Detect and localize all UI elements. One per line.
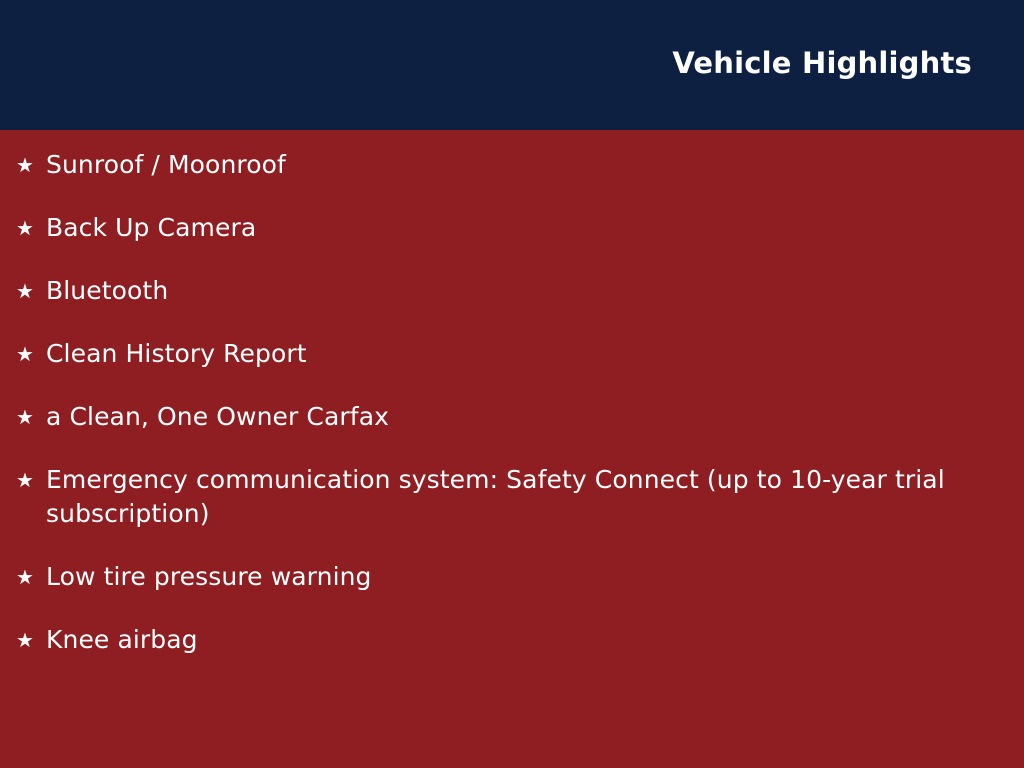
list-item [0, 148, 1024, 182]
star-icon: ★ [16, 468, 34, 492]
list-item [0, 211, 1024, 245]
star-icon: ★ [16, 342, 34, 366]
list-item-label: a Clean, One Owner Carfax [46, 402, 390, 431]
list-item-label: Sunroof / Moonroof [46, 150, 286, 179]
list-item-label: Bluetooth [46, 276, 169, 305]
bullet-content-area [0, 130, 1024, 768]
header-bar [0, 0, 1024, 130]
page-title: Vehicle Highlights [672, 46, 972, 80]
list-item [0, 337, 1024, 371]
star-icon: ★ [16, 279, 34, 303]
list-item-label: Back Up Camera [46, 213, 257, 242]
list-item-label: Clean History Report [46, 339, 307, 368]
list-item [0, 463, 1024, 531]
star-icon: ★ [16, 216, 34, 240]
list-item-label: Low tire pressure warning [46, 562, 372, 591]
star-icon: ★ [16, 565, 34, 589]
list-item [0, 623, 1024, 657]
list-item-label: Knee airbag [46, 625, 198, 654]
star-icon: ★ [16, 405, 34, 429]
list-item [0, 274, 1024, 308]
star-icon: ★ [16, 628, 34, 652]
list-item [0, 560, 1024, 594]
list-item [0, 400, 1024, 434]
star-icon: ★ [16, 153, 34, 177]
list-item-label: Emergency communication system: Safety Connect (up to 10-year trial subscription) [46, 465, 945, 528]
vehicle-highlights-list [0, 148, 1024, 657]
